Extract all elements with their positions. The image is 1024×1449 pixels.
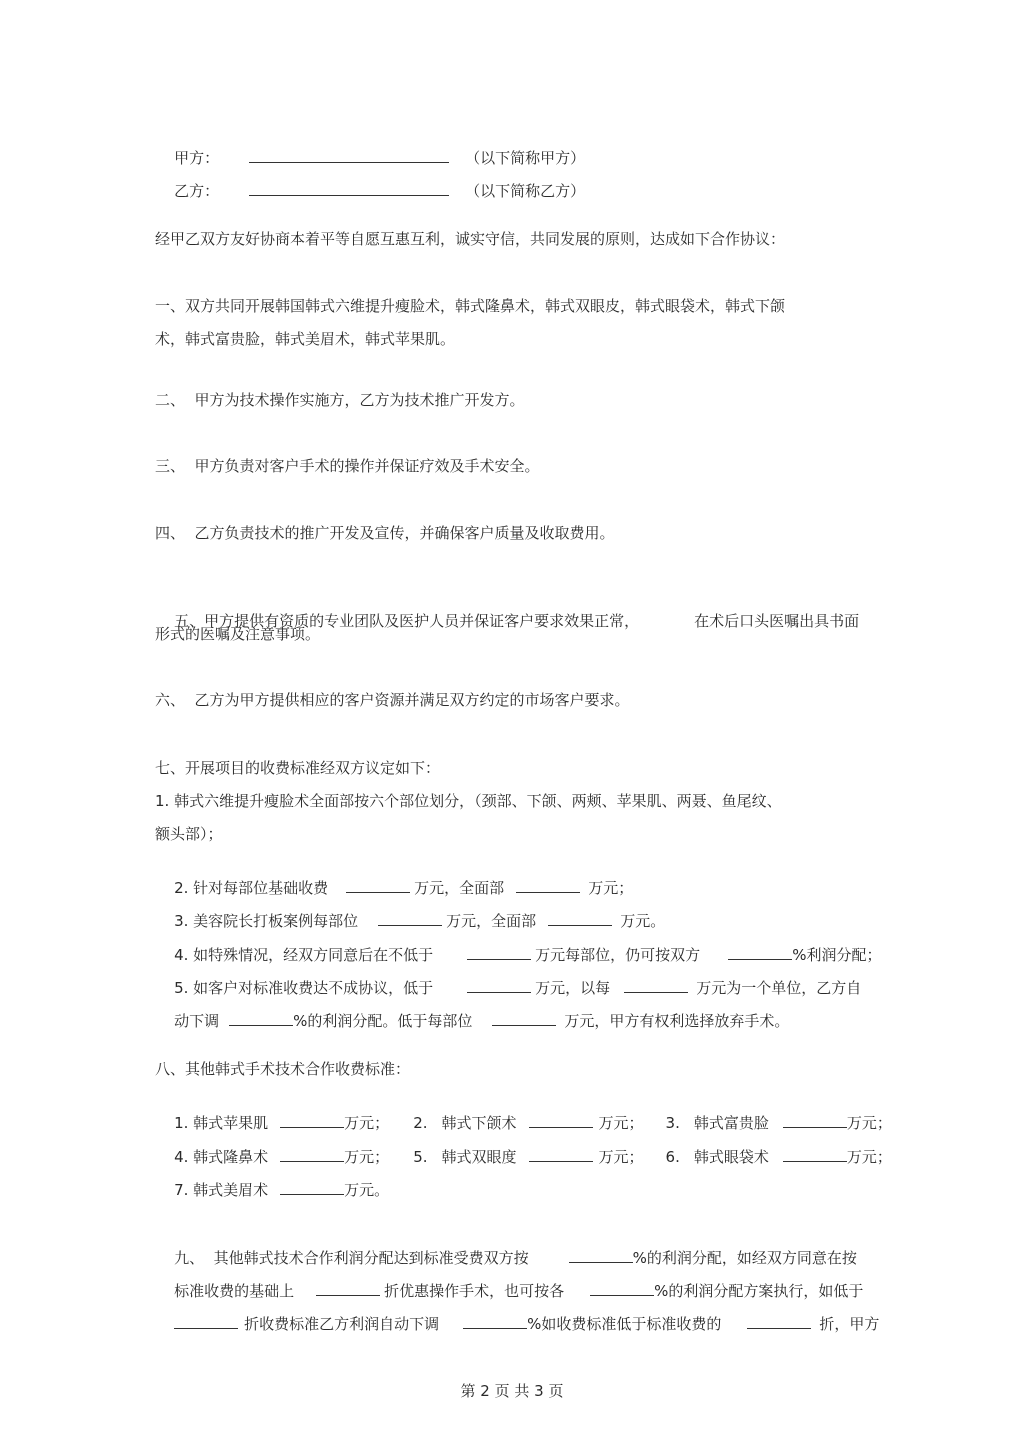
clause9-text-3c: 折，甲方	[819, 1315, 880, 1333]
item3-blank-2	[548, 911, 612, 926]
fee-unit-4: 万元；	[344, 1148, 390, 1166]
fee-unit-2: 万元；	[598, 1114, 644, 1132]
clause8-title: 八、其他韩式手术技术合作收费标准：	[155, 1060, 411, 1078]
party-a-note: （以下简称甲方）	[465, 149, 586, 167]
item2-text-c: 万元；	[588, 879, 634, 897]
item5-text-c: 万元为一个单位，乙方自	[696, 979, 862, 997]
item3-text-a: 3. 美容院长打板案例每部位	[174, 912, 359, 930]
fee-num-6: 6.	[665, 1148, 680, 1166]
clause9-text-2a: 标准收费的基础上	[174, 1282, 295, 1300]
fee-unit-5: 万元；	[598, 1148, 644, 1166]
clause7-item3	[155, 891, 666, 930]
item5-text-b: 万元，以每	[535, 979, 611, 997]
fee-blank-3	[783, 1113, 847, 1128]
clause9-line3	[155, 1294, 880, 1333]
fee-num-3: 3.	[665, 1114, 680, 1132]
clause9-text-2c: %的利润分配方案执行，如低于	[654, 1282, 864, 1300]
clause1-line1: 一、双方共同开展韩国韩式六维提升瘦脸术，韩式隆鼻术，韩式双眼皮，韩式眼袋术，韩式下颌	[155, 297, 786, 315]
clause8-row1	[155, 1093, 892, 1132]
clause9-text-3a: 折收费标准乙方利润自动下调	[244, 1315, 440, 1333]
clause5-part-a: 五、甲方提供有资质的专业团队及医护人员并保证客户要求效果正常，	[174, 612, 640, 630]
clause9-blank-4	[174, 1314, 238, 1329]
clause9-line1	[155, 1228, 857, 1267]
fee-item-3: 韩式富贵脸	[693, 1114, 769, 1132]
fee-unit-6: 万元；	[846, 1148, 892, 1166]
footer-post: 页	[548, 1382, 564, 1400]
footer-total-pages: 3	[534, 1382, 544, 1400]
clause7-item5-line1	[155, 958, 862, 997]
item5-text-d: 动下调	[174, 1012, 220, 1030]
fee-num-5: 5.	[413, 1148, 428, 1166]
item4-text-a: 4. 如特殊情况，经双方同意后在不低于	[174, 946, 434, 964]
fee-num-2: 2.	[413, 1114, 428, 1132]
item5-text-e: %的利润分配。低于每部位	[293, 1012, 473, 1030]
footer-page-number: 2	[480, 1382, 490, 1400]
item4-text-c: %利润分配；	[792, 946, 882, 964]
clause7-item1-line2: 额头部）；	[155, 825, 223, 843]
party-a-line	[155, 128, 586, 167]
clause7-item5-line2	[155, 991, 790, 1030]
clause9-text-3b: %如收费标准低于标准收费的	[527, 1315, 722, 1333]
clause9-text-2b: 折优惠操作手术，也可按各	[384, 1282, 565, 1300]
footer-mid: 页 共	[494, 1382, 530, 1400]
clause1-line2: 术，韩式富贵脸，韩式美眉术，韩式苹果肌。	[155, 330, 456, 348]
clause2-text: 二、 甲方为技术操作实施方，乙方为技术推广开发方。	[155, 391, 525, 409]
fee-blank-1	[280, 1113, 344, 1128]
clause8-row3	[155, 1160, 390, 1199]
clause7-item4	[155, 925, 882, 964]
item3-text-b: 万元，全面部	[446, 912, 537, 930]
clause9-blank-5	[463, 1314, 527, 1329]
fee-item-2: 韩式下颌术	[441, 1114, 517, 1132]
clause9-text-1a: 九、 其他韩式技术合作利润分配达到标准受费双方按	[174, 1249, 529, 1267]
item4-text-b: 万元每部位，仍可按双方	[535, 946, 701, 964]
intro-text: 经甲乙双方友好协商本着平等自愿互惠互利，诚实守信，共同发展的原则，达成如下合作协议：	[155, 230, 786, 248]
item5-text-f: 万元，甲方有权利选择放弃手术。	[564, 1012, 790, 1030]
clause9-blank-6	[747, 1314, 811, 1329]
fee-blank-6	[783, 1147, 847, 1162]
clause9-text-1b: %的利润分配，如经双方同意在按	[632, 1249, 857, 1267]
party-b-blank	[249, 181, 449, 196]
clause7-item1-line1: 1. 韩式六维提升瘦脸术全面部按六个部位划分，（颈部、下颌、两颊、苹果肌、两聂、鱼尾纹、	[155, 792, 782, 810]
clause5-line1	[155, 591, 860, 630]
fee-item-5: 韩式双眼度	[441, 1148, 517, 1166]
party-b-line	[155, 161, 586, 200]
fee-item-4: 4. 韩式隆鼻术	[174, 1148, 269, 1166]
clause5-part-b: 在术后口头医嘱出具书面	[694, 612, 860, 630]
fee-item-1: 1. 韩式苹果肌	[174, 1114, 269, 1132]
footer-pre: 第	[460, 1382, 476, 1400]
item5-blank-3	[229, 1011, 293, 1026]
item2-text-b: 万元，全面部	[414, 879, 505, 897]
clause7-title: 七、开展项目的收费标准经双方议定如下：	[155, 759, 441, 777]
fee-unit-7: 万元。	[344, 1181, 390, 1199]
item3-blank-1	[378, 911, 442, 926]
party-b-note: （以下简称乙方）	[465, 182, 586, 200]
clause6-text: 六、 乙方为甲方提供相应的客户资源并满足双方约定的市场客户要求。	[155, 691, 630, 709]
fee-item-6: 韩式眼袋术	[693, 1148, 769, 1166]
party-a-label: 甲方：	[174, 149, 220, 167]
clause5-line2: 形式的医嘱及注意事项。	[155, 625, 321, 643]
fee-item-7: 7. 韩式美眉术	[174, 1181, 269, 1199]
clause8-row2	[155, 1127, 892, 1166]
item5-blank-4	[492, 1011, 556, 1026]
item5-text-a: 5. 如客户对标准收费达不成协议，低于	[174, 979, 434, 997]
page-footer	[0, 1380, 1024, 1401]
clause3-text: 三、 甲方负责对客户手术的操作并保证疗效及手术安全。	[155, 457, 540, 475]
fee-blank-2	[529, 1113, 593, 1128]
clause9-line2	[155, 1261, 864, 1300]
fee-unit-3: 万元；	[846, 1114, 892, 1132]
clause7-item2	[155, 858, 634, 897]
party-b-label: 乙方：	[174, 182, 220, 200]
clause4-text: 四、 乙方负责技术的推广开发及宣传，并确保客户质量及收取费用。	[155, 524, 615, 542]
item3-text-c: 万元。	[620, 912, 666, 930]
fee-unit-1: 万元；	[344, 1114, 390, 1132]
fee-blank-7	[280, 1180, 344, 1195]
fee-blank-5	[529, 1147, 593, 1162]
item2-text-a: 2. 针对每部位基础收费	[174, 879, 329, 897]
